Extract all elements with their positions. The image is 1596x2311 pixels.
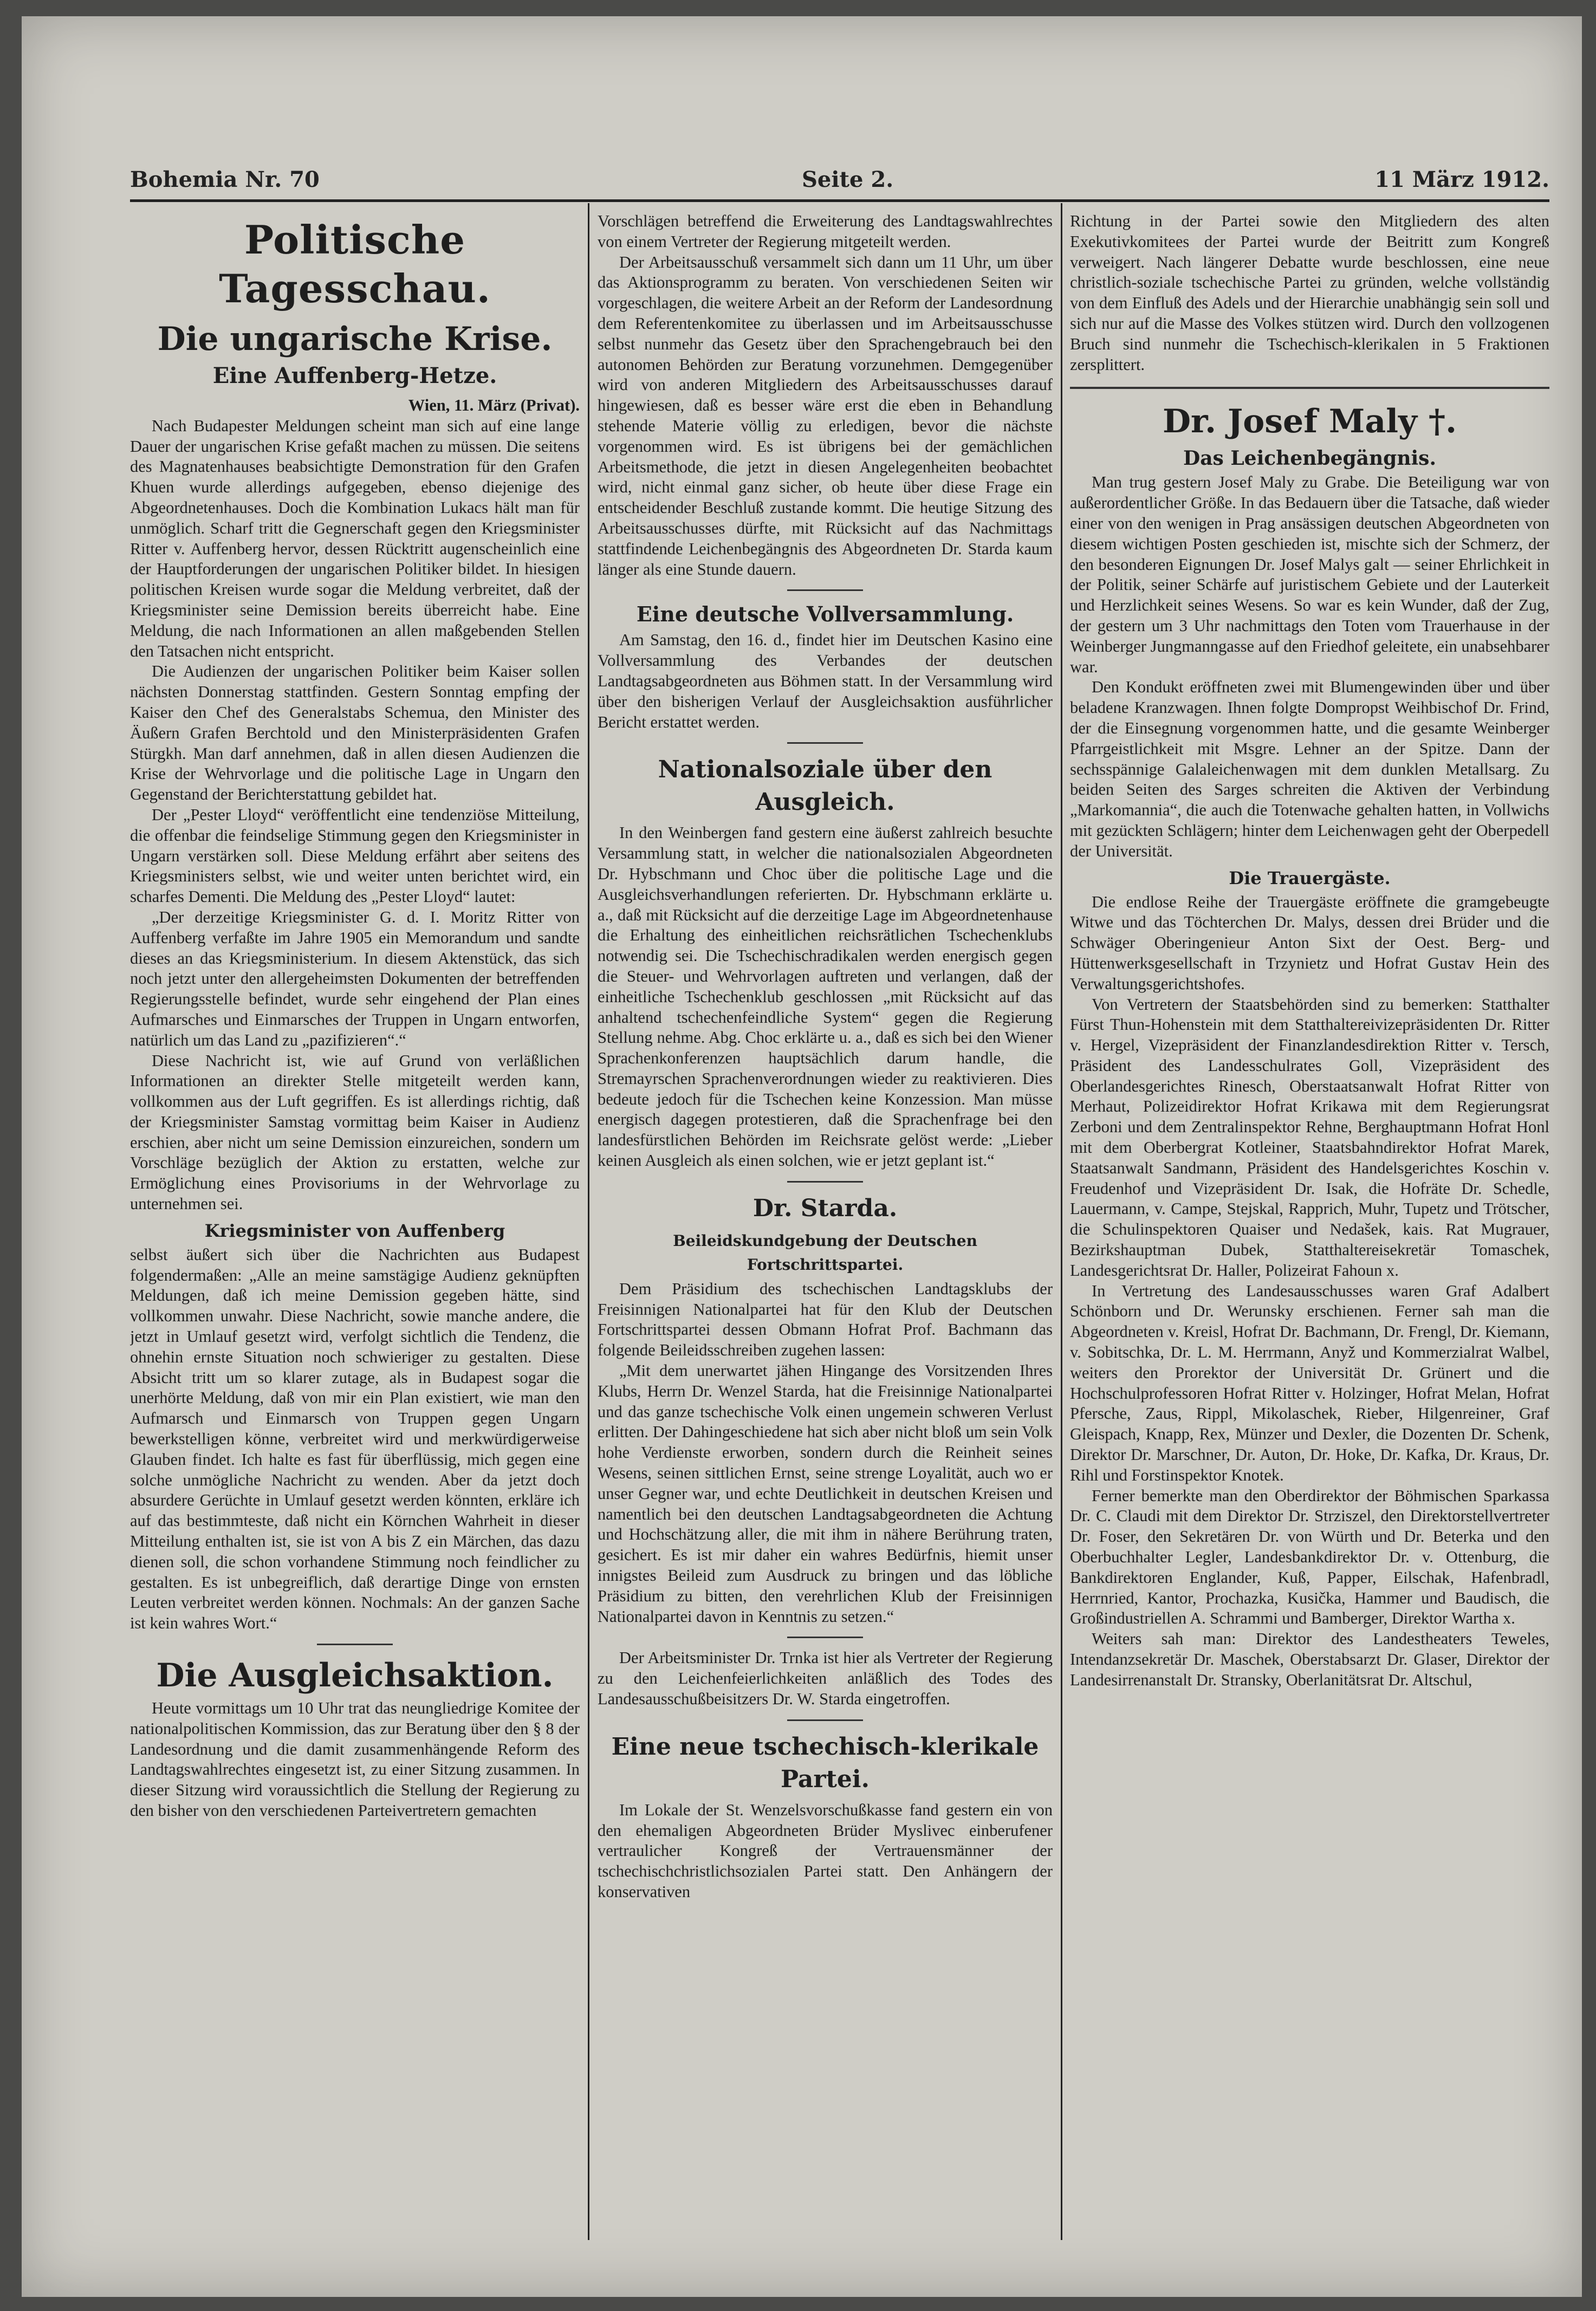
- paragraph: Im Lokale der St. Wenzelsvorschußkasse fand gestern ein von den ehemaligen Abgeordneten Brüder Myslivec einberufener vertraulicher Kongreß der Vertrauensmänner der tschechischchristlichsozialen Partei statt. Den Anhängern der konservativen: [598, 1800, 1053, 1901]
- paragraph: Diese Nachricht ist, wie auf Grund von verläßlichen Informationen an direkter Stelle mitgeteilt werden kann, vollkommen aus der Luft gegriffen. Es ist allerdings richtig, daß der Kriegsminister Samstag vormittag beim Kaiser in Audienz erschien, aber nicht um seine Demission einzureichen, sondern um Vorschläge bezüglich der Aktion zu erstatten, welche zur Ermöglichung eines Provisoriums in der Wehrvorlage zu unternehmen sei.: [130, 1051, 580, 1213]
- article-title: Eine deutsche Vollversammlung.: [636, 602, 1014, 627]
- article-subtitle: Beileidskundgebung der Deutschen Fortschrittspartei.: [673, 1231, 977, 1274]
- separator: [787, 1637, 863, 1638]
- separator: [787, 742, 863, 744]
- header-publication: Bohemia Nr. 70: [130, 167, 320, 192]
- paragraph: Man trug gestern Josef Maly zu Grabe. Die Beteiligung war von außerordentlicher Größe. In das Bedauern über die Tatsache, daß wieder einer von den wenigen in Prag ansässigen deutschen Abgeordneten von diesem wichtigen Posten geschieden ist, mischte sich der Schmerz, der den besonderen Eignungen Dr. Josef Malys galt — seiner Ehrlichkeit in der Politik, seiner Schärfe auf juristischem Gebiete und der Lauterkeit und Herzlichkeit seines Wesens. So war es kein Wunder, daß der Zug, der gestern um 3 Uhr nachmittags den Toten vom Trauerhause in der Weinberger Jungmanngasse auf den Friedhof geleitete, ein unabsehbarer war.: [1070, 473, 1549, 676]
- section-title: Politische Tagesschau.: [219, 217, 491, 311]
- paragraph: In den Weinbergen fand gestern eine äußerst zahlreich besuchte Versammlung statt, in welcher die nationalsozialen Abgeordneten Dr. Hybschmann und Choc über die politische Lage und die Ausgleichsverhandlungen referierten. Dr. Hybschmann erklärte u. a., daß mit Rücksicht auf die derzeitige Lage im Abgeordnetenhause die Erhaltung des einheitlichen reichsrätlichen Tschechenklubs notwendig sei. Die Tschechischradikalen werden energisch gegen die Steuer- und Wehrvorlagen auftreten und verlangen, daß der einheitliche Tschechenklub geschlossen „mit Rücksicht auf das anhaltend tschechenfeindliche System“ gegen die Regierung Stellung nehme. Abg. Choc erklärte u. a., daß es sich bei den Wiener Sprachenkonferenzen hauptsächlich darum handle, die Stremayrschen Sprachenverordnungen wieder zu reaktivieren. Dies bedeute jedoch für die Tschechen keine Konzession. Man müsse energisch dagegen protestieren, daß die Sprachenfrage bei den landesfürstlichen Behörden im Reichsrate gelöst werde: „Lieber keinen Ausgleich als einen solchen, wie er jetzt geplant ist.“: [598, 823, 1053, 1170]
- article-subtitle: Eine Auffenberg-Hetze.: [212, 363, 497, 388]
- article-subhead: Die Trauergäste.: [1229, 867, 1391, 888]
- newspaper-page: [22, 16, 1582, 2297]
- header-date: 11 März 1912.: [1374, 167, 1549, 192]
- separator: [787, 589, 863, 591]
- paragraph: Von Vertretern der Staatsbehörden sind zu bemerken: Statthalter Fürst Thun-Hohenstein mit dem Statthaltereivizepräsidenten Dr. Ritter v. Hergel, Vizepräsident der Finanzlandesdirektion Ritter v. Tersch, Präsident des Landesschulrates Goll, Vizepräsident des Oberlandesgerichtes Rinesch, Oberstaatsanwalt Hofrat Ritter von Merhaut, Polizeidirektor Hofrat Krikawa mit dem Regierungsrat Zerboni und dem Zentralinspektor Rehne, Berghauptmann Hofrat Honl mit dem Oberbergrat Kotleiner, Staatsbahndirektor Hofrat Marek, Staatsanwalt Sandmann, Präsident des Handelsgerichtes Koschin v. Freudenhof und Vizepräsident Dr. Isak, die Hofräte Dr. Schedle, Lauermann, v. Campe, Stejskal, Rapprich, Muhr, Tupetz und Trötscher, die Schulinspektoren Quaiser und Nedašek, kais. Rat Mugrauer, Bezirkshauptman Dubek, Statthaltereisekretär Tomaschek, Landesgerichtsrat Dr. Haller, Polizeirat Fahoun x.: [1070, 995, 1549, 1280]
- column-rule-2: [1061, 203, 1062, 2240]
- article-title: Die ungarische Krise.: [157, 320, 553, 358]
- page-header: [130, 167, 1549, 199]
- paragraph: Richtung in der Partei sowie den Mitgliedern des alten Exekutivkomitees der Partei wurde der Beitritt zum Kongreß verweigert. Nach längerer Debatte wurde beschlossen, eine neue christlich-soziale tschechische Partei zu gründen, welche vollständig von dem Einfluß des Adels und der Hierarchie unabhängig sein soll und sich nur auf die Masse des Volkes stützen wird. Durch den vollzogenen Bruch sind nunmehr die Tschechisch-klerikalen in 5 Fraktionen zersplittert.: [1070, 212, 1549, 374]
- separator: [787, 1719, 863, 1721]
- article-title: Dr. Starda.: [752, 1194, 898, 1222]
- quote-paragraph: „Mit dem unerwartet jähen Hingange des Vorsitzenden Ihres Klubs, Herrn Dr. Wenzel Starda, hat die Freisinnige Nationalpartei und das ganze tschechische Volk einen ungemein schweren Verlust erlitten. Der Dahingeschiedene hat sich aber nicht bloß um sein Volk hohe Verdienste erworben, sondern durch die Reinheit seines Wesens, seinen sittlichen Ernst, seine strenge Loyalität, auch wo er unser Gegner war, und echte Deutlichkeit in deutschen Kreisen und namentlich bei den deutschen Landtagsabgeordneten die Achtung und Hochschätzung aller, die mit ihm in nähere Berührung traten, gesichert. Es ist mir daher ein wahres Bedürfnis, hiemit unser innigstes Beileid zum Ausdruck zu bringen und das löbliche Präsidium zu bitten, den verehrlichen Klub der Freisinnigen Nationalpartei davon in Kenntnis zu setzen.“: [598, 1361, 1053, 1626]
- dateline: Wien, 11. März (Privat).: [408, 396, 580, 414]
- paragraph: Der Arbeitsausschuß versammelt sich dann um 11 Uhr, um über das Aktionsprogramm zu beraten. Von verschiedenen Seiten wir vorgeschlagen, die weitere Arbeit an der Reform der Landesordnung dem Referentenkomitee zu überlassen und im Arbeitsausschusse selbst nunmehr das Gesetz über den Sprachengebrauch bei den autonomen Behörden zur Beratung vorzunehmen. Demgegenüber wird von anderen Mitgliedern des Arbeitsausschusses darauf hingewiesen, daß es besser wäre erst die eben in Behandlung stehende Materie völlig zu erledigen, bevor die nächste vorgenommen wird. Es ist übrigens bei der gemächlichen Arbeitsmethode, die jetzt in diesen Angelegenheiten beobachtet wird, nicht einmal ganz sicher, ob heute über diese Frage ein entscheidender Beschluß zustande kommt. Die heutige Sitzung des Arbeitsausschusses dürfte, mit Rücksicht auf das Nachmittags stattfindende Leichenbegängnis des Abgeordneten Dr. Starda kaum länger als eine Stunde dauern.: [598, 252, 1053, 579]
- paragraph: Der Arbeitsminister Dr. Trnka ist hier als Vertreter der Regierung zu den Leichenfeierlichkeiten anläßlich des Todes des Landesausschußbeisitzers Dr. W. Starda eingetroffen.: [598, 1648, 1053, 1709]
- article-title: Nationalsoziale über den Ausgleich.: [658, 756, 992, 816]
- article-subtitle: Das Leichenbegängnis.: [1183, 447, 1436, 470]
- paragraph: In Vertretung des Landesausschusses waren Graf Adalbert Schönborn und Dr. Werunsky erschienen. Ferner sah man die Abgeordneten v. Kreisl, Hofrat Dr. Bachmann, Dr. Frengl, Dr. Kiemann, v. Sobitschka, Dr. L. M. Herrmann, Anyž und Kommerzialrat Walbel, weiters den Prorektor der Universität Dr. Grünert und die Hochschulprofessoren Hofrat Ritter v. Holzinger, Hofrat Melan, Hofrat Pfersche, Zaus, Rippl, Mikolaschek, Rieber, Hilgenreiner, Graf Gleispach, Knapp, Rex, Münzer und Dexler, die Dozenten Dr. Schenk, Direktor Dr. Marschner, Dr. Auton, Dr. Hoke, Dr. Kafka, Dr. Kraus, Dr. Rihl und Forstinspektor Knotek.: [1070, 1281, 1549, 1484]
- header-page-number: Seite 2.: [802, 167, 894, 192]
- paragraph: selbst äußert sich über die Nachrichten aus Budapest folgendermaßen: „Alle an meine samstägige Audienz geknüpften Meldungen, daß ich meine Demission gegeben hätte, sind vollkommen unwahr. Diese Nachricht, sowie manche andere, die jetzt in Umlauf gesetzt wird, verfolgt sichtlich die Tendenz, die ohnehin ernste Situation noch schwieriger zu gestalten. Diese Absicht tritt um so klarer zutage, als in Budapest sogar die unerhörte Meldung, daß von mir ein Plan existiert, wie man den Aufmarsch und Einmarsch von Truppen gegen Ungarn bewerkstelligen könne, verbreitet wird und merkwürdigerweise Glauben findet. Ich halte es fast für überflüssig, mich gegen eine solche unmögliche Nachricht zu wenden. Aber da jetzt doch absurdere Gerüchte in Umlauf gesetzt werden könnten, erkläre ich auf das bestimmteste, daß nicht ein Körnchen Wahrheit in dieser Mitteilung enthalten ist, sie ist von A bis Z ein Märchen, das dazu dienen soll, die schon vorhandene Stimmung noch feindlicher zu gestalten. Es ist unbegreiflich, daß derartige Dinge von ernsten Leuten verbreitet werden können. Nochmals: An der ganzen Sache ist kein wahres Wort.“: [130, 1245, 580, 1633]
- paragraph: Die endlose Reihe der Trauergäste eröffnete die gramgebeugte Witwe und das Töchterchen Dr. Malys, dessen drei Brüder und die Schwäger Oberingenieur Anton Sixt der Oest. Berg- und Hüttenwerksgesellschaft in Trzynietz und Hofrat Gustav Hein des Verwaltungsgerichtshofes.: [1070, 892, 1549, 993]
- paragraph: Nach Budapester Meldungen scheint man sich auf eine lange Dauer der ungarischen Krise gefaßt machen zu müssen. Die seitens des Magnatenhauses beabsichtigte Demonstration für den Grafen Khuen wurde allerdings aufgegeben, ebenso diejenige des Abgeordnetenhauses. Doch die Kombination Lukacs hält man für unmöglich. Scharf tritt die Gegnerschaft gegen den Kriegsminister Ritter v. Auffenberg hervor, dessen Rücktritt augenscheinlich eine der Hauptforderungen der ungarischen Politiker bildet. In hiesigen politischen Kreisen wurde sogar die Meldung verbreitet, daß der Kriegsminister seine Demission bereits überreicht habe. Eine Meldung, die nach Informationen an allen maßgebenden Stellen den Tatsachen nicht entspricht.: [130, 416, 580, 660]
- column-3: [1070, 211, 1549, 2232]
- article-subhead: Kriegsminister von Auffenberg: [204, 1220, 505, 1241]
- separator: [1070, 387, 1549, 389]
- header-rule: [130, 199, 1549, 202]
- paragraph: Der „Pester Lloyd“ veröffentlicht eine tendenziöse Mitteilung, die offenbar die feindselige Stimmung gegen den Kriegsminister in Ungarn verstärken soll. Diese Meldung erfährt aber seitens des Kriegsministers selbst, wie und weiter unten berichtet wird, ein scharfes Dementi. Die Meldung des „Pester Lloyd“ lautet:: [130, 805, 580, 906]
- paragraph: Die Audienzen der ungarischen Politiker beim Kaiser sollen nächsten Donnerstag stattfinden. Gestern Sonntag empfing der Kaiser den Chef des Generalstabs Schemua, den Minister des Äußern Grafen Berchtold und den Ministerpräsidenten Grafen Stürgkh. Man darf annehmen, daß in allen diesen Audienzen die Krise der Wehrvorlage und die politische Lage in Ungarn den Gegenstand der Berichterstattung gebildet hat.: [130, 662, 580, 804]
- paragraph: Vorschlägen betreffend die Erweiterung des Landtagswahlrechtes von einem Vertreter der Regierung mitgeteilt werden.: [598, 212, 1053, 251]
- paragraph: Am Samstag, den 16. d., findet hier im Deutschen Kasino eine Vollversammlung des Verbandes der deutschen Landtagsabgeordneten aus Böhmen statt. In der Versammlung wird über den bisherigen Verlauf der Ausgleichsaktion ausführlicher Bericht erstattet werden.: [598, 631, 1053, 731]
- separator: [787, 1181, 863, 1183]
- paragraph: Weiters sah man: Direktor des Landestheaters Teweles, Intendanzsekretär Dr. Maschek, Oberstabsarzt Dr. Glaser, Direktor der Landesirrenanstalt Dr. Stransky, Oberlanitätsrat Dr. Altschul,: [1070, 1630, 1549, 1689]
- article-title: Die Ausgleichsaktion.: [156, 1657, 554, 1695]
- paragraph: Ferner bemerkte man den Oberdirektor der Böhmischen Sparkassa Dr. C. Claudi mit dem Direktor Dr. Strziszel, den Direktorstellvertreter Dr. Foser, den Sekretären Dr. von Würth und Dr. Beterka und den Oberbuchhalter Legler, Landesbankdirektor Dr. v. Ottenburg, die Bankdirektoren Englander, Kuß, Papper, Eilschak, Hafenbradl, Herrnried, Kantor, Prochazka, Kusička, Hammer und Baudisch, die Großindustriellen A. Schrammi und Bamberger, Direktor Wartha x.: [1070, 1486, 1549, 1628]
- quote-paragraph: „Der derzeitige Kriegsminister G. d. I. Moritz Ritter von Auffenberg verfaßte im Jahre 1905 ein Memorandum und sandte dieses an das Kriegsministerium. In diesem Aktenstück, das sich noch jetzt unter den allergeheimsten Dokumenten der betreffenden Regierungsstelle befindet, wurde sehr eingehend der Plan eines Aufmarsches und Einmarsches der Truppen in Ungarn entworfen, natürlich um das Land zu „pazifizieren“.“: [130, 907, 580, 1049]
- article-title: Dr. Josef Maly †.: [1162, 403, 1457, 441]
- separator: [317, 1644, 393, 1645]
- article-title: Eine neue tschechisch-klerikale Partei.: [611, 1732, 1039, 1793]
- column-rule-1: [588, 203, 589, 2240]
- column-1: [130, 211, 580, 2232]
- paragraph: Heute vormittags um 10 Uhr trat das neungliedrige Komitee der nationalpolitischen Kommission, das zur Beratung über den § 8 der Landesordnung und die damit zusammenhängende Reform des Landtagswahlrechtes eingesetzt ist, zu einer Sitzung zusammen. In dieser Sitzung wird voraussichtlich die Stellung der Regierung zu den bisher von den verschiedenen Parteivertretern gemachten: [130, 1699, 580, 1820]
- column-2: [598, 211, 1053, 2232]
- paragraph: Den Kondukt eröffneten zwei mit Blumengewinden über und über beladene Kranzwagen. Ihnen folgte Dompropst Weihbischof Dr. Frind, der die Einsegnung vorgenommen hatte, und die gesamte Weinberger Pfarrgeistlichkeit mit Msgre. Lehner an der Spitze. Dann der sechsspännige Galaleichenwagen mit dem dunklen Metallsarg. Zu beiden Seiten des Sarges schreiten die Aktiven der Verbindung „Markomannia“, die auch die Totenwache gehalten hatten, in Vollwichs mit gezückten Schlägern; hinter dem Leichenwagen geht der Oberpedell der Universität.: [1070, 678, 1549, 860]
- paragraph: Dem Präsidium des tschechischen Landtagsklubs der Freisinnigen Nationalpartei hat für den Klub der Deutschen Fortschrittspartei dessen Obmann Hofrat Prof. Bachmann das folgende Beileidsschreiben zugehen lassen:: [598, 1279, 1053, 1360]
